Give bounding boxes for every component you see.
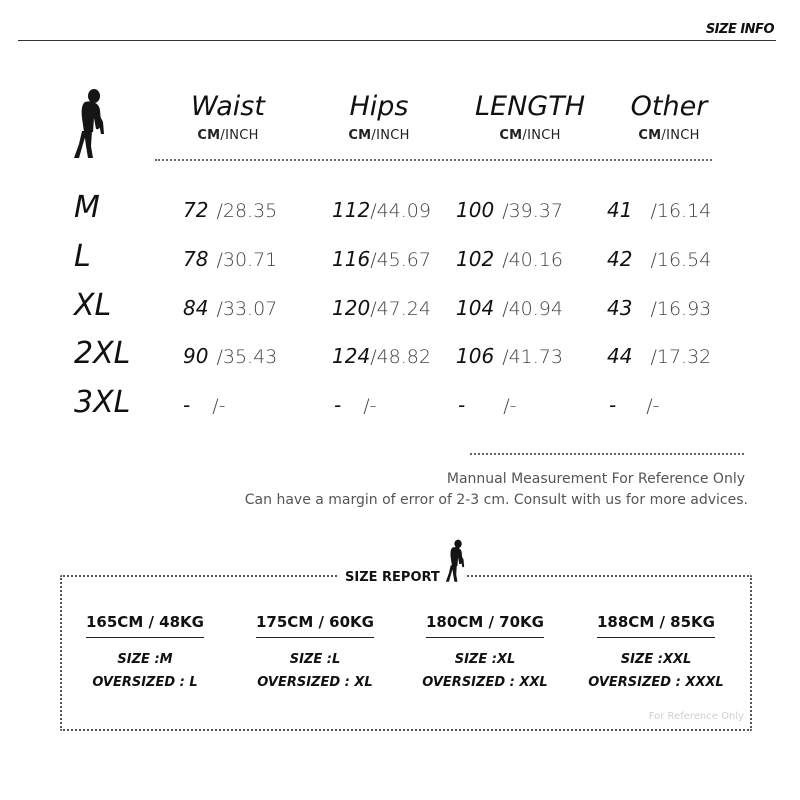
cm-value: -	[609, 393, 617, 417]
size-label-m: M	[74, 190, 100, 225]
cm-value: 43	[607, 296, 633, 320]
column-unit	[168, 128, 288, 143]
inch-value: /40.16	[502, 249, 563, 271]
cm-value: 112	[332, 198, 371, 222]
recommended-size: SIZE :XXL	[620, 652, 692, 667]
header-divider	[18, 40, 776, 41]
inch-value: /-	[212, 395, 226, 417]
man-figure-icon	[443, 539, 467, 583]
cm-value: -	[183, 393, 191, 417]
inch-value: /-	[363, 395, 377, 417]
man-figure-icon	[70, 88, 108, 160]
size-report-header	[339, 566, 446, 585]
recommended-size: SIZE :M	[117, 652, 173, 667]
table-cell	[607, 296, 711, 320]
column-header-waist	[168, 92, 288, 143]
header-dotted-divider	[155, 159, 712, 161]
inch-value: /45.67	[370, 249, 431, 271]
size-label-xl: XL	[74, 288, 112, 323]
inch-value: /48.82	[370, 346, 431, 368]
table-cell	[456, 198, 563, 222]
margin-note: Can have a margin of error of 2-3 cm. Consult with us for more advices.	[244, 492, 748, 508]
size-info-title: SIZE INFO	[705, 22, 774, 37]
table-cell	[332, 247, 431, 271]
cm-value: 116	[332, 247, 371, 271]
size-label-l: L	[74, 239, 91, 274]
inch-value: /28.35	[216, 200, 278, 222]
column-header-other	[609, 92, 729, 143]
column-unit	[609, 128, 729, 143]
oversized-size: OVERSIZED : XXXL	[588, 675, 724, 690]
column-name: Waist	[191, 91, 265, 122]
column-unit	[462, 128, 598, 143]
table-cell	[334, 393, 376, 417]
inch-value: /40.94	[502, 298, 563, 320]
inch-value: /47.24	[370, 298, 431, 320]
inch-value: /16.93	[650, 298, 712, 320]
cm-value: 44	[607, 344, 633, 368]
unit-cm: CM	[638, 128, 662, 143]
table-cell	[607, 198, 711, 222]
unit-inch: /INCH	[371, 128, 410, 143]
table-cell	[456, 296, 563, 320]
cm-value: 42	[607, 247, 633, 271]
table-cell	[332, 198, 431, 222]
cm-value: 124	[332, 344, 371, 368]
inch-value: /16.14	[650, 200, 712, 222]
notes-dotted-divider	[470, 453, 744, 455]
size-report-title: SIZE REPORT	[345, 570, 440, 585]
size-label-2xl: 2XL	[74, 336, 131, 371]
cm-value: 78	[183, 247, 209, 271]
inch-value: /33.07	[216, 298, 278, 320]
table-cell	[183, 393, 225, 417]
table-cell	[609, 393, 659, 417]
cm-value: 106	[456, 344, 495, 368]
cm-value: 90	[183, 344, 209, 368]
cm-value: 100	[456, 198, 495, 222]
unit-cm: CM	[348, 128, 372, 143]
measurement-note: Mannual Measurement For Reference Only	[446, 471, 745, 487]
table-cell	[183, 198, 277, 222]
column-name: LENGTH	[474, 91, 586, 122]
table-cell	[456, 247, 563, 271]
height-weight: 165CM / 48KG	[86, 613, 204, 638]
inch-value: /41.73	[502, 346, 563, 368]
report-item	[405, 612, 565, 690]
cm-value: 84	[183, 296, 209, 320]
table-cell	[332, 296, 431, 320]
cm-value: 104	[456, 296, 495, 320]
inch-value: /-	[646, 395, 660, 417]
inch-value: /17.32	[650, 346, 712, 368]
table-cell	[183, 247, 277, 271]
table-cell	[332, 344, 431, 368]
report-item	[65, 612, 225, 690]
table-cell	[183, 344, 277, 368]
inch-value: /35.43	[216, 346, 278, 368]
inch-value: /16.54	[650, 249, 712, 271]
cm-value: 72	[183, 198, 209, 222]
cm-value: 102	[456, 247, 495, 271]
column-header-hips	[319, 92, 439, 143]
height-weight: 188CM / 85KG	[597, 613, 715, 638]
table-cell	[458, 393, 516, 417]
size-label-3xl: 3XL	[74, 385, 131, 420]
table-cell	[456, 344, 563, 368]
unit-cm: CM	[197, 128, 221, 143]
height-weight: 175CM / 60KG	[256, 613, 374, 638]
table-cell	[183, 296, 277, 320]
inch-value: /44.09	[370, 200, 431, 222]
unit-inch: /INCH	[522, 128, 561, 143]
column-name: Other	[630, 91, 708, 122]
cm-value: 41	[607, 198, 633, 222]
oversized-size: OVERSIZED : XL	[257, 675, 373, 690]
recommended-size: SIZE :L	[289, 652, 341, 667]
height-weight: 180CM / 70KG	[426, 613, 544, 638]
cm-value: -	[458, 393, 466, 417]
report-item	[576, 612, 736, 690]
inch-value: /30.71	[216, 249, 278, 271]
oversized-size: OVERSIZED : XXL	[422, 675, 548, 690]
cm-value: 120	[332, 296, 371, 320]
recommended-size: SIZE :XL	[454, 652, 516, 667]
report-item	[235, 612, 395, 690]
inch-value: /-	[503, 395, 517, 417]
unit-cm: CM	[499, 128, 523, 143]
cm-value: -	[334, 393, 342, 417]
column-header-length	[462, 92, 598, 143]
column-name: Hips	[349, 91, 409, 122]
column-unit	[319, 128, 439, 143]
reference-footnote: For Reference Only	[648, 711, 744, 722]
table-cell	[607, 247, 711, 271]
table-cell	[607, 344, 711, 368]
oversized-size: OVERSIZED : L	[92, 675, 198, 690]
inch-value: /39.37	[502, 200, 563, 222]
unit-inch: /INCH	[661, 128, 700, 143]
unit-inch: /INCH	[220, 128, 259, 143]
